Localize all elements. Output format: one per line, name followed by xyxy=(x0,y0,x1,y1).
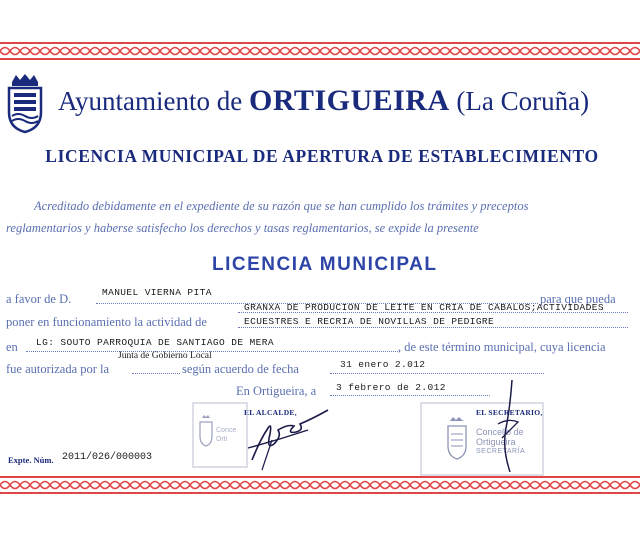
alcalde-signature xyxy=(238,400,333,472)
activity-text-1: GRANXA DE PRODUCION DE LEITE EN CRIA DE CABALOS;ACTIVIDADES xyxy=(244,302,604,313)
stamp-line-1: Concello de xyxy=(476,427,524,437)
acuerdo-label: según acuerdo de fecha xyxy=(182,362,299,376)
top-decorative-border xyxy=(0,40,640,62)
acuerdo-line xyxy=(330,373,544,374)
para-que-pueda: para que pueda xyxy=(540,292,616,306)
authority-line xyxy=(132,373,180,374)
document-title: LICENCIA MUNICIPAL DE APERTURA DE ESTABLECIMIENTO xyxy=(45,146,599,166)
header-town: ORTIGUEIRA xyxy=(248,84,450,117)
intro-line-2: reglamentarios y haberse satisfecho los derechos y tasas reglamentarios, se expide la presente xyxy=(6,221,479,235)
licence-heading: LICENCIA MUNICIPAL xyxy=(212,254,438,275)
authority-text: Junta de Gobierno Local xyxy=(118,351,212,361)
acuerdo-date: 31 enero 2.012 xyxy=(340,359,426,370)
svg-text:Conce: Conce xyxy=(216,427,237,434)
authorized-label: fue autorizada por la xyxy=(6,362,110,376)
expediente-label: Expte. Núm. xyxy=(8,455,54,465)
issue-date-line xyxy=(330,395,490,396)
en-label: en xyxy=(6,340,18,354)
secretario-label: EL SECRETARIO, xyxy=(476,408,543,417)
location-text: LG: SOUTO PARROQUIA DE SANTIAGO DE MERA xyxy=(36,337,274,348)
coat-of-arms-icon xyxy=(6,72,44,134)
expediente-number: 2011/026/000003 xyxy=(62,452,153,463)
location-line xyxy=(26,351,400,352)
secretario-signature xyxy=(488,378,528,478)
holder-name: MANUEL VIERNA PITA xyxy=(102,287,212,298)
intro-line-1: Acreditado debidamente en el expediente de su razón que se han cumplido los trámites y preceptos xyxy=(34,199,529,213)
activity-line-bottom xyxy=(238,327,628,328)
header-title xyxy=(58,84,589,118)
bottom-decorative-border xyxy=(0,474,640,496)
place-label: En Ortigueira, a xyxy=(236,384,317,398)
stamp-line-2: Ortigueira xyxy=(476,437,516,447)
header-prefix: Ayuntamiento de xyxy=(58,86,243,116)
activity-text-2: ECUESTRES E RECRIA DE NOVILLAS DE PEDIGRE xyxy=(244,316,495,327)
stamp-line-3: SECRETARÍA xyxy=(476,448,526,455)
favor-label: a favor de D. xyxy=(6,292,72,306)
alcalde-label: EL ALCALDE, xyxy=(244,408,297,417)
termino-text: , de este término municipal, cuya licencia xyxy=(398,340,606,354)
header-province: (La Coruña) xyxy=(456,86,590,116)
svg-text:Orti: Orti xyxy=(216,436,228,443)
issue-date: 3 febrero de 2.012 xyxy=(336,382,446,393)
activity-label: poner en funcionamiento la actividad de xyxy=(6,315,207,329)
